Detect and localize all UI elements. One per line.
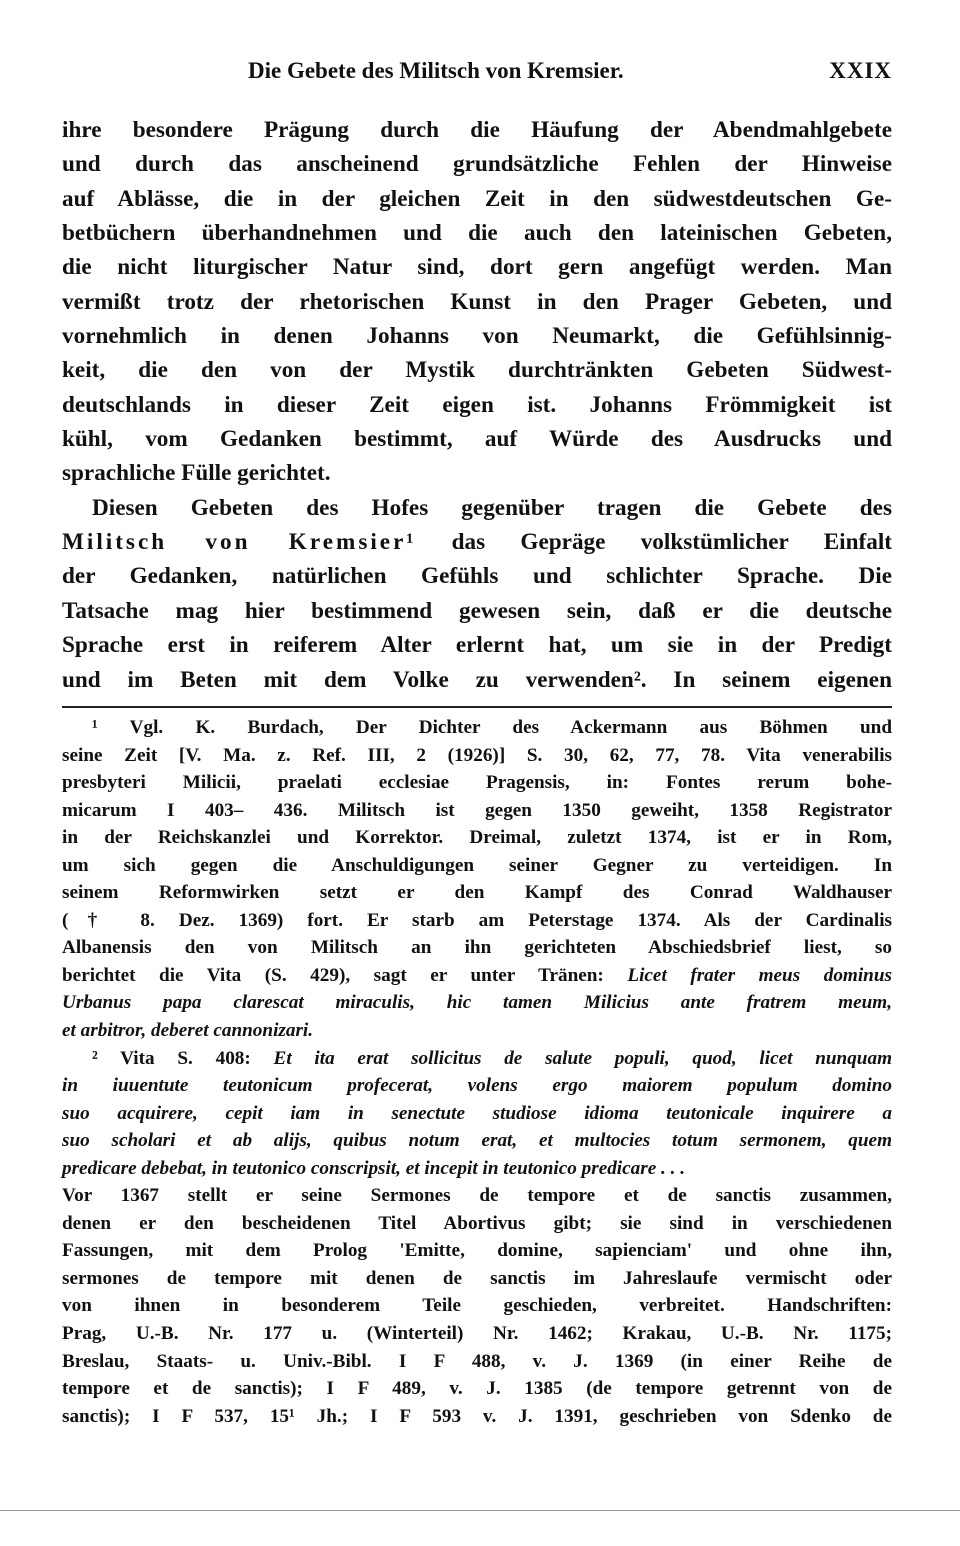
body-line: keit, die den von der Mystik durchtränkten Gebeten Südwest-	[62, 357, 892, 384]
footnote-line: von ihnen in besonderem Teile geschieden, verbreitet. Handschriften:	[62, 1295, 892, 1317]
body-line: sprachliche Fülle gerichtet.	[62, 460, 331, 487]
footnote-line-mixed	[62, 962, 892, 990]
body-line: deutschlands in dieser Zeit eigen ist. Johanns Frömmigkeit ist	[62, 391, 892, 418]
footnote-line: Prag, U.-B. Nr. 177 u. (Winterteil) Nr. 1462; Krakau, U.-B. Nr. 1175;	[62, 1323, 892, 1345]
body-line: auf Ablässe, die in der gleichen Zeit in den südwestdeutschen Ge-	[62, 185, 892, 212]
body-line: Tatsache mag hier bestimmend gewesen sein, daß er die deutsche	[62, 597, 892, 624]
footnote-line: seinem Reformwirken setzt er den Kampf des Conrad Waldhauser	[62, 882, 892, 904]
latin-quote: Et ita erat sollicitus de salute populi, quod, licet nunquam	[273, 1047, 892, 1069]
body-line: die nicht liturgischer Natur sind, dort gern angefügt werden. Man	[62, 254, 892, 281]
footnotes	[62, 714, 892, 1430]
footnote-line: Vor 1367 stellt er seine Sermones de tempore et de sanctis zusammen,	[62, 1185, 892, 1207]
footnote-line: († 8. Dez. 1369) fort. Er starb am Peterstage 1374. Als der Cardinalis	[62, 909, 892, 931]
footnote-line: tempore et de sanctis); I F 489, v. J. 1385 (de tempore getrennt von de	[62, 1378, 892, 1400]
footnote-line: ¹ Vgl. K. Burdach, Der Dichter des Ackermann aus Böhmen und	[92, 717, 892, 738]
body-line: betbüchern überhandnehmen und die auch den lateinischen Gebeten,	[62, 220, 892, 247]
footnote-line: Fassungen, mit dem Prolog 'Emitte, domine, sapienciam' und ohne ihn,	[62, 1240, 892, 1262]
footnote-line-mixed	[62, 1045, 892, 1073]
footnote-line: Albanensis den von Militsch an ihn gerichteten Abschiedsbrief liest, so	[62, 937, 892, 959]
body-line: ihre besondere Prägung durch die Häufung der Abendmahlgebete	[62, 117, 892, 143]
footnote-line: predicare debebat, in teutonico conscripsit, et incepit in teutonico predicare . . .	[62, 1157, 686, 1179]
footnote-line: micarum I 403– 436. Militsch ist gegen 1350 geweiht, 1358 Registrator	[62, 799, 892, 821]
body-line: und im Beten mit dem Volke zu verwenden². In seinem eigenen	[62, 666, 892, 693]
body-line: vermißt trotz der rhetorischen Kunst in den Prager Gebeten, und	[62, 288, 892, 315]
body-line: der Gedanken, natürlichen Gefühls und schlichter Sprache. Die	[62, 563, 892, 590]
footnote-line: Urbanus papa clarescat miraculis, hic tamen Milicius ante fratrem meum,	[62, 992, 892, 1014]
header-title: Die Gebete des Militsch von Kremsier.	[248, 58, 624, 83]
page-edge	[0, 1510, 960, 1511]
body-line: Diesen Gebeten des Hofes gegenüber tragen die Gebete des	[92, 494, 892, 521]
latin-quote: Licet frater meus dominus	[627, 964, 892, 986]
footnote-line: um sich gegen die Anschuldigungen seiner Gegner zu verteidigen. In	[62, 854, 892, 876]
running-header	[62, 58, 892, 90]
main-text	[62, 113, 892, 697]
footnote-rule	[62, 706, 892, 708]
body-line: kühl, vom Gedanken bestimmt, auf Würde des Ausdrucks und	[62, 426, 892, 453]
footnote-text: berichtet die Vita (S. 429), sagt er unter Tränen:	[62, 964, 628, 986]
spaced-name: Militsch von Kremsier¹	[62, 529, 417, 556]
footnote-line: suo acquirere, cepit iam in senectute studiose idioma teutonicale inquirere a	[62, 1102, 892, 1124]
footnote-line: in der Reichskanzlei und Korrektor. Dreimal, zuletzt 1374, ist er in Rom,	[62, 827, 892, 849]
body-line: vornehmlich in denen Johanns von Neumarkt, die Gefühlsinnig-	[62, 323, 892, 350]
footnote-line: sanctis); I F 537, 15¹ Jh.; I F 593 v. J. 1391, geschrieben von Sdenko de	[62, 1405, 892, 1427]
footnote-line: seine Zeit [V. Ma. z. Ref. III, 2 (1926)] S. 30, 62, 77, 78. Vita venerabilis	[62, 744, 892, 766]
footnote-line: denen er den bescheidenen Titel Abortivus gibt; sie sind in verschiedenen	[62, 1212, 892, 1234]
footnote-line: in iuuentute teutonicum profecerat, volens ergo maiorem populum domino	[62, 1075, 892, 1097]
footnote-line: presbyteri Milicii, praelati ecclesiae Pragensis, in: Fontes rerum bohe-	[62, 772, 892, 794]
page-number: XXIX	[829, 58, 892, 83]
body-line: Sprache erst in reiferem Alter erlernt hat, um sie in der Predigt	[62, 632, 892, 659]
footnote-text: ² Vita S. 408:	[92, 1047, 274, 1069]
footnote-line: Breslau, Staats- u. Univ.-Bibl. I F 488, v. J. 1369 (in einer Reihe de	[62, 1350, 892, 1372]
footnote-line: suo scholari et ab alijs, quibus notum erat, et multocies totum sermonem, quem	[62, 1130, 892, 1152]
body-line-with-name	[62, 525, 892, 559]
body-line: und durch das anscheinend grundsätzliche Fehlen der Hinweise	[62, 151, 892, 178]
body-line-rest: das Gepräge volkstümlicher Einfalt	[451, 529, 893, 556]
footnote-line: sermones de tempore mit denen de sanctis im Jahreslaufe vermischt oder	[62, 1267, 892, 1289]
footnote-line: et arbitror, deberet cannonizari.	[62, 1020, 314, 1042]
